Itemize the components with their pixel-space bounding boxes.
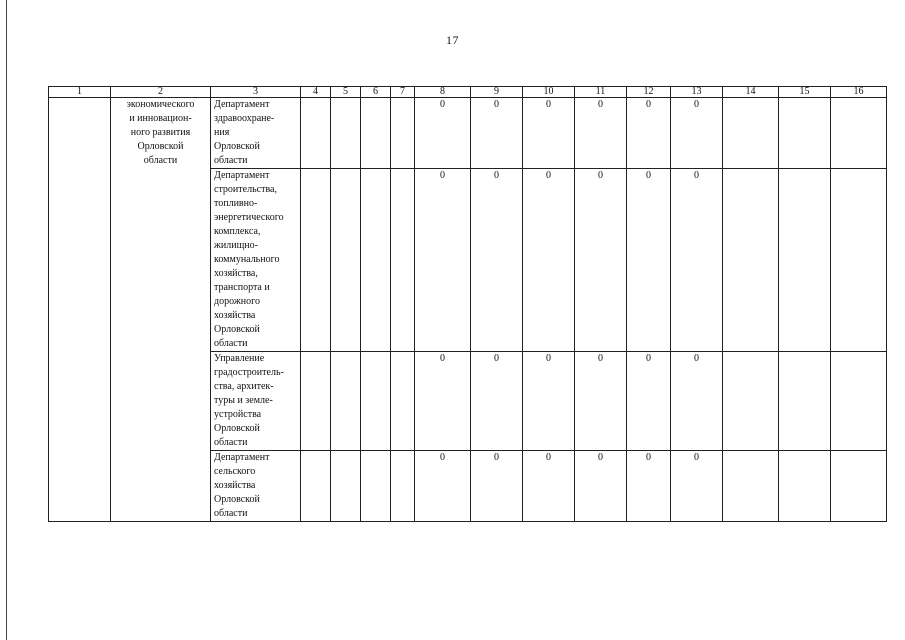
value-cell: 0 xyxy=(671,98,723,169)
empty-cell xyxy=(391,451,415,522)
dept-line: хозяйства, xyxy=(214,268,258,279)
dept-cell xyxy=(211,98,301,169)
scan-edge-line xyxy=(6,0,7,640)
dept-line: хозяйства xyxy=(214,310,256,321)
value-cell: 0 xyxy=(523,98,575,169)
dept-line: области xyxy=(214,155,248,166)
value-cell: 0 xyxy=(471,352,523,451)
empty-cell xyxy=(301,169,331,352)
dept-line: устройства xyxy=(214,409,262,420)
column-header: 14 xyxy=(723,87,779,98)
empty-cell xyxy=(331,451,361,522)
dept-line: энергетического xyxy=(214,212,284,223)
value-cell: 0 xyxy=(671,169,723,352)
empty-cell xyxy=(831,451,887,522)
col1-cell xyxy=(49,98,111,522)
empty-cell xyxy=(391,352,415,451)
column-header: 16 xyxy=(831,87,887,98)
dept-line: ства, архитек- xyxy=(214,381,274,392)
value-cell: 0 xyxy=(471,98,523,169)
empty-cell xyxy=(831,352,887,451)
column-header: 7 xyxy=(391,87,415,98)
dept-line: Орловской xyxy=(214,423,260,434)
page-number: 17 xyxy=(446,33,459,47)
value-cell: 0 xyxy=(471,169,523,352)
value-cell: 0 xyxy=(523,352,575,451)
dept-line: топливно- xyxy=(214,198,258,209)
dept-line: Управление xyxy=(214,353,265,364)
column-header: 11 xyxy=(575,87,627,98)
dept-line: Департамент xyxy=(214,99,270,110)
empty-cell xyxy=(723,451,779,522)
dept-line: здравоохране- xyxy=(214,113,275,124)
dept-line: хозяйства xyxy=(214,480,256,491)
column-header: 12 xyxy=(627,87,671,98)
dept-line: Орловской xyxy=(214,141,260,152)
value-cell: 0 xyxy=(671,352,723,451)
dept-cell xyxy=(211,451,301,522)
value-cell: 0 xyxy=(575,169,627,352)
dept-line: Департамент xyxy=(214,452,270,463)
dept-line: комплекса, xyxy=(214,226,261,237)
column-header: 1 xyxy=(49,87,111,98)
column-header: 9 xyxy=(471,87,523,98)
column-header: 13 xyxy=(671,87,723,98)
column-header: 4 xyxy=(301,87,331,98)
empty-cell xyxy=(301,352,331,451)
column-header: 2 xyxy=(111,87,211,98)
value-cell: 0 xyxy=(627,352,671,451)
value-cell: 0 xyxy=(415,352,471,451)
value-cell: 0 xyxy=(575,352,627,451)
dept-line: Департамент xyxy=(214,170,270,181)
value-cell: 0 xyxy=(671,451,723,522)
empty-cell xyxy=(779,169,831,352)
dept-line: градостроитель- xyxy=(214,367,284,378)
subject-line: области xyxy=(143,155,178,166)
empty-cell xyxy=(361,352,391,451)
subject-line: и инновацион- xyxy=(129,113,192,124)
value-cell: 0 xyxy=(627,451,671,522)
empty-cell xyxy=(361,451,391,522)
value-cell: 0 xyxy=(471,451,523,522)
empty-cell xyxy=(361,98,391,169)
empty-cell xyxy=(361,169,391,352)
dept-line: ния xyxy=(214,127,230,138)
value-cell: 0 xyxy=(575,451,627,522)
header-row xyxy=(49,87,887,98)
dept-line: коммунального xyxy=(214,254,280,265)
empty-cell xyxy=(301,451,331,522)
dept-line: области xyxy=(214,508,248,519)
empty-cell xyxy=(779,451,831,522)
value-cell: 0 xyxy=(575,98,627,169)
column-header: 3 xyxy=(211,87,301,98)
dept-line: жилищно- xyxy=(214,240,258,251)
subject-cell xyxy=(111,98,211,522)
dept-line: транспорта и xyxy=(214,282,270,293)
empty-cell xyxy=(723,169,779,352)
empty-cell xyxy=(391,169,415,352)
value-cell: 0 xyxy=(523,451,575,522)
empty-cell xyxy=(779,98,831,169)
subject-line: ного развития xyxy=(130,127,191,138)
column-header: 6 xyxy=(361,87,391,98)
dept-cell xyxy=(211,352,301,451)
dept-line: строительства, xyxy=(214,184,277,195)
empty-cell xyxy=(301,98,331,169)
value-cell: 0 xyxy=(415,98,471,169)
dept-line: Орловской xyxy=(214,324,260,335)
subject-line: Орловской xyxy=(137,141,184,152)
dept-cell xyxy=(211,169,301,352)
value-cell: 0 xyxy=(627,169,671,352)
empty-cell xyxy=(723,98,779,169)
empty-cell xyxy=(779,352,831,451)
subject-line: экономического xyxy=(126,99,195,110)
value-cell: 0 xyxy=(415,451,471,522)
empty-cell xyxy=(331,352,361,451)
value-cell: 0 xyxy=(523,169,575,352)
budget-table xyxy=(48,86,887,522)
empty-cell xyxy=(391,98,415,169)
dept-line: области xyxy=(214,338,248,349)
empty-cell xyxy=(831,98,887,169)
empty-cell xyxy=(331,169,361,352)
dept-line: дорожного xyxy=(214,296,260,307)
value-cell: 0 xyxy=(627,98,671,169)
column-header: 15 xyxy=(779,87,831,98)
column-header: 8 xyxy=(415,87,471,98)
column-header: 10 xyxy=(523,87,575,98)
column-header: 5 xyxy=(331,87,361,98)
empty-cell xyxy=(831,169,887,352)
dept-line: Орловской xyxy=(214,494,260,505)
dept-line: области xyxy=(214,437,248,448)
table-row xyxy=(49,98,887,169)
empty-cell xyxy=(331,98,361,169)
dept-line: туры и земле- xyxy=(214,395,273,406)
dept-line: сельского xyxy=(214,466,256,477)
empty-cell xyxy=(723,352,779,451)
value-cell: 0 xyxy=(415,169,471,352)
